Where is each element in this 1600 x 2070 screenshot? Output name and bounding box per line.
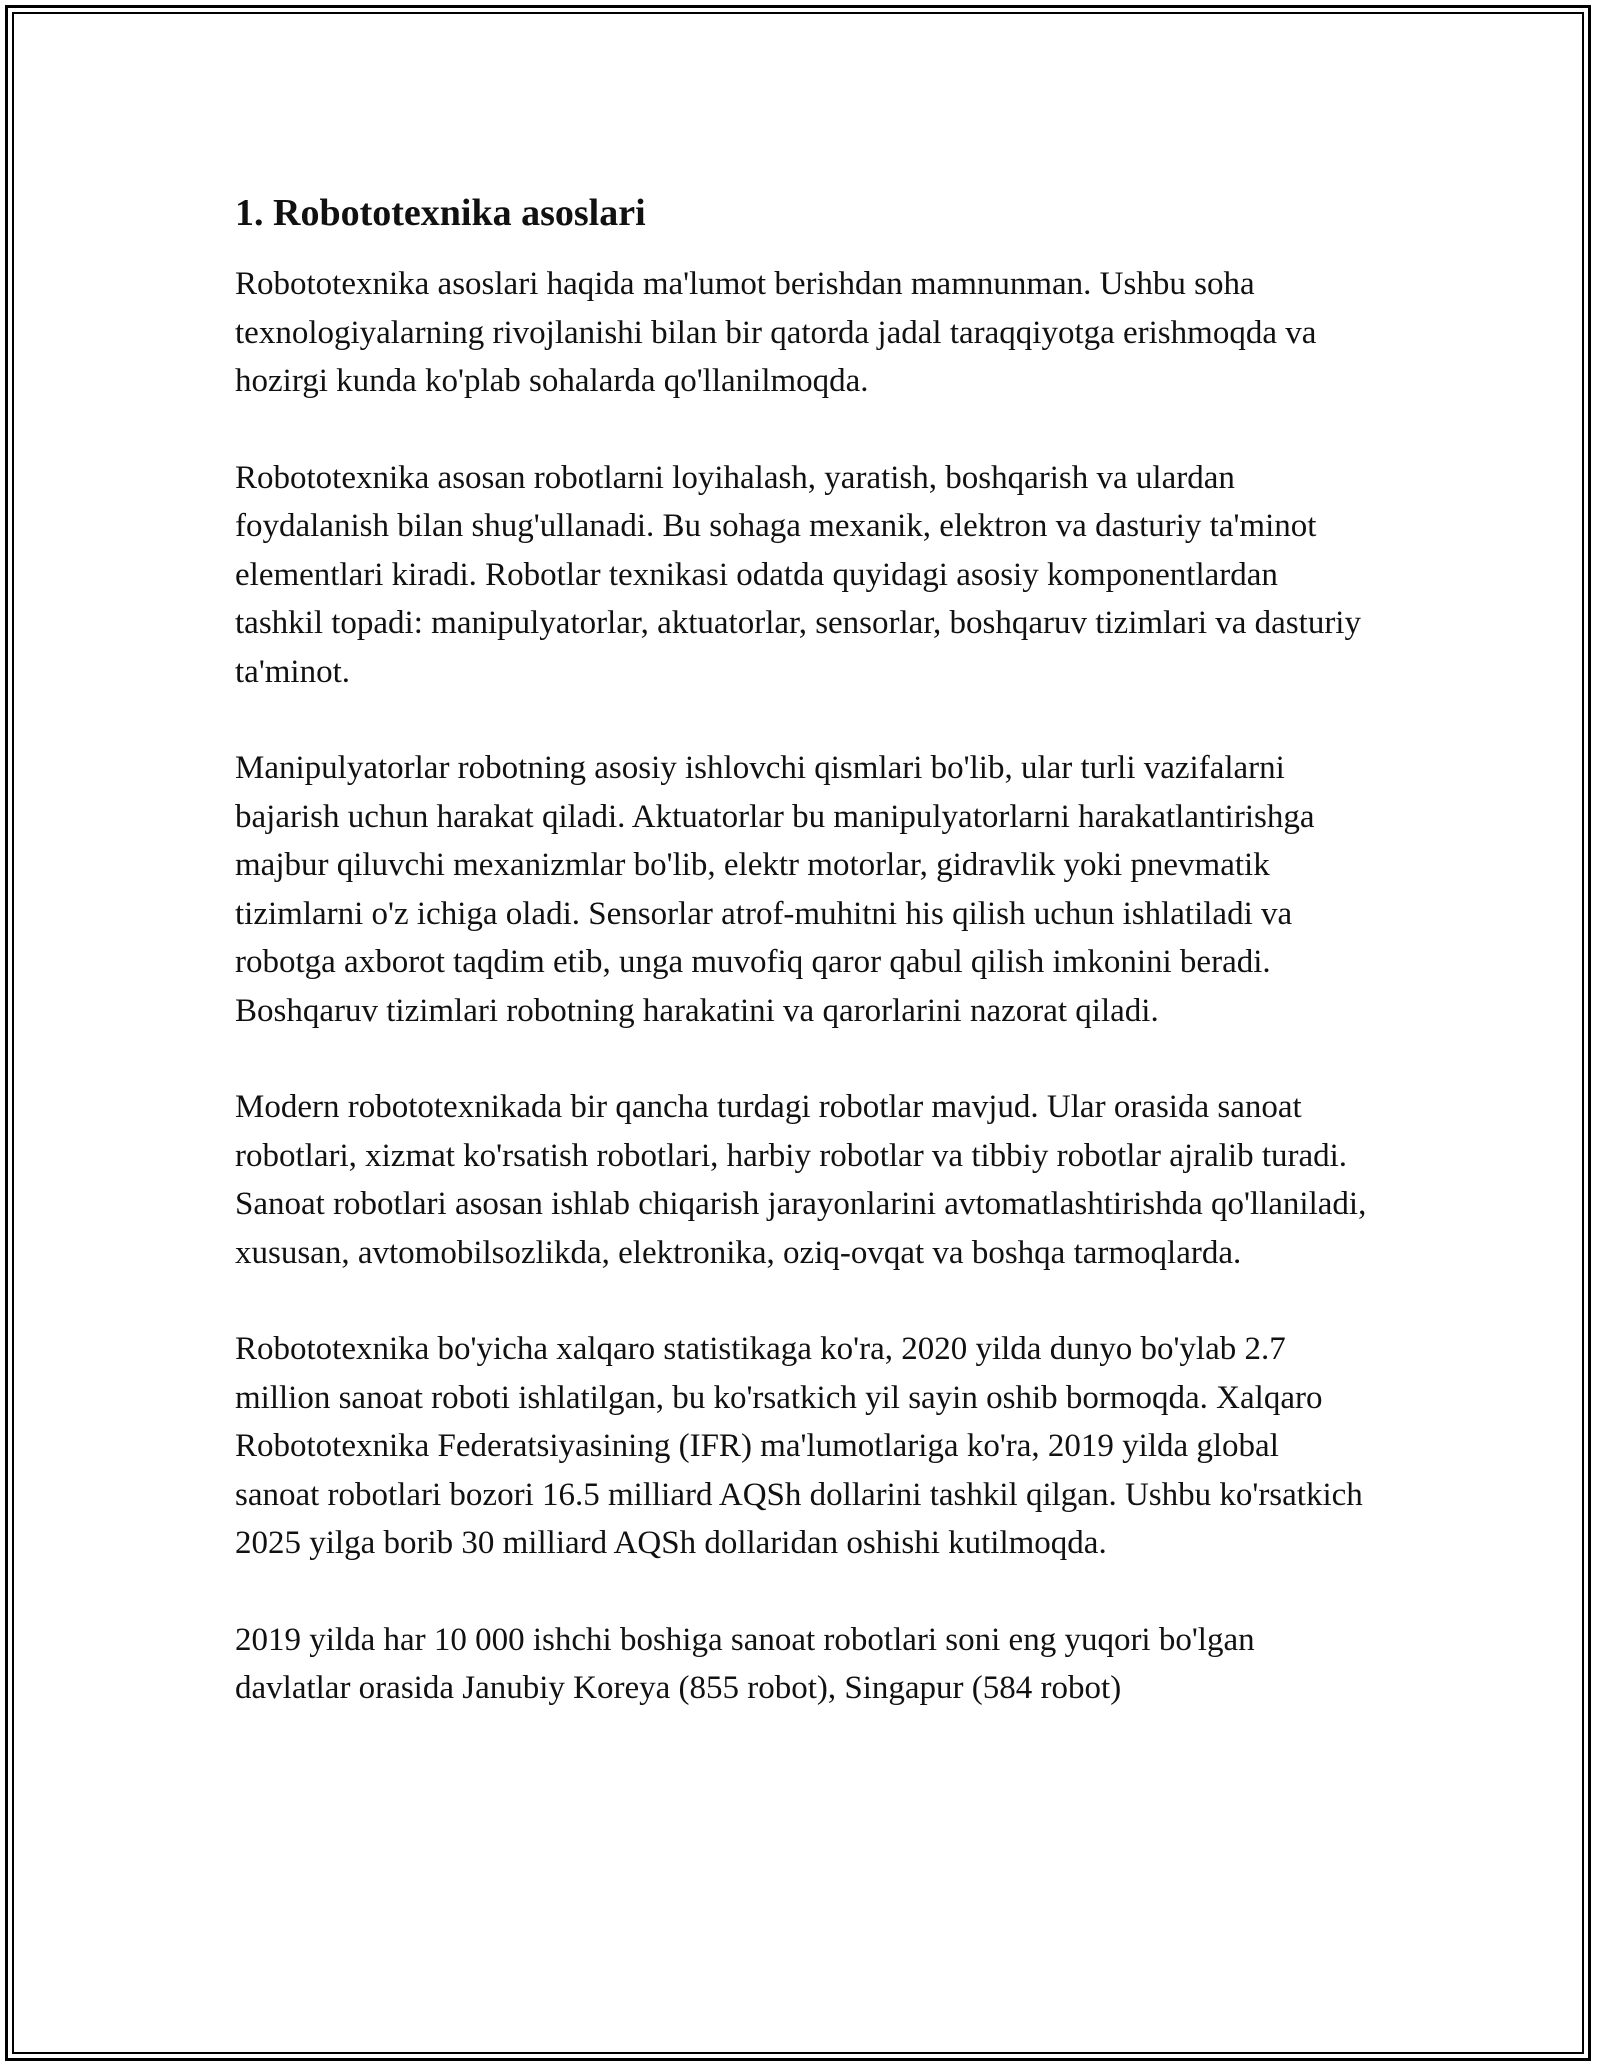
- paragraph-components: Robototexnika asosan robotlarni loyihalash, yaratish, boshqarish va ulardan foydalanish bilan shug'ullanadi. Bu sohaga mexanik, elektron va dasturiy ta'minot elementlari kiradi. Robotlar texnikasi odatda quyidagi asosiy komponentlardan tashkil topadi: manipulyatorlar, aktuatorlar, sensorlar, boshqaruv tizimlari va dasturiy ta'minot.: [235, 459, 1361, 690]
- section-heading: 1. Robototexnika asoslari: [235, 192, 646, 234]
- paragraph-robot-density: 2019 yilda har 10 000 ishchi boshiga sanoat robotlari soni eng yuqori bo'lgan davlatlar orasida Janubiy Koreya (855 robot), Singapur (584 robot): [235, 1621, 1255, 1706]
- paragraph-manipulators: Manipulyatorlar robotning asosiy ishlovchi qismlari bo'lib, ular turli vazifalarni bajarish uchun harakat qiladi. Aktuatorlar bu manipulyatorlarni harakatlantirishga majbur qiluvchi mexanizmlar bo'lib, elektr motorlar, gidravlik yoki pnevmatik tizimlarni o'z ichiga oladi. Sensorlar atrof-muhitni his qilish uchun ishlatiladi va robotga axborot taqdim etib, unga muvofiq qaror qabul qilish imkonini beradi. Boshqaruv tizimlari robotning harakatini va qarorlarini nazorat qiladi.: [235, 750, 1315, 1029]
- paragraph-intro: Robototexnika asoslari haqida ma'lumot berishdan mamnunman. Ushbu soha texnologiyalarning rivojlanishi bilan bir qatorda jadal taraqqiyotga erishmoqda va hozirgi kunda ko'plab sohalarda qo'llanilmoqda.: [235, 266, 1317, 399]
- document-body: [235, 188, 1370, 1761]
- paragraph-statistics: Robototexnika bo'yicha xalqaro statistikaga ko'ra, 2020 yilda dunyo bo'ylab 2.7 million sanoat roboti ishlatilgan, bu ko'rsatkich yil sayin oshib bormoqda. Xalqaro Robototexnika Federatsiyasining (IFR) ma'lumotlariga ko'ra, 2019 yilda global sanoat robotlari bozori 16.5 milliard AQSh dollarini tashkil qilgan. Ushbu ko'rsatkich 2025 yilga borib 30 milliard AQSh dollaridan oshishi kutilmoqda.: [235, 1331, 1363, 1561]
- paragraph-robot-types: Modern robototexnikada bir qancha turdagi robotlar mavjud. Ular orasida sanoat robotlari, xizmat ko'rsatish robotlari, harbiy robotlar va tibbiy robotlar ajralib turadi. Sanoat robotlari asosan ishlab chiqarish jarayonlarini avtomatlashtirishda qo'llaniladi, xususan, avtomobilsozlikda, elektronika, oziq-ovqat va boshqa tarmoqlarda.: [235, 1089, 1367, 1271]
